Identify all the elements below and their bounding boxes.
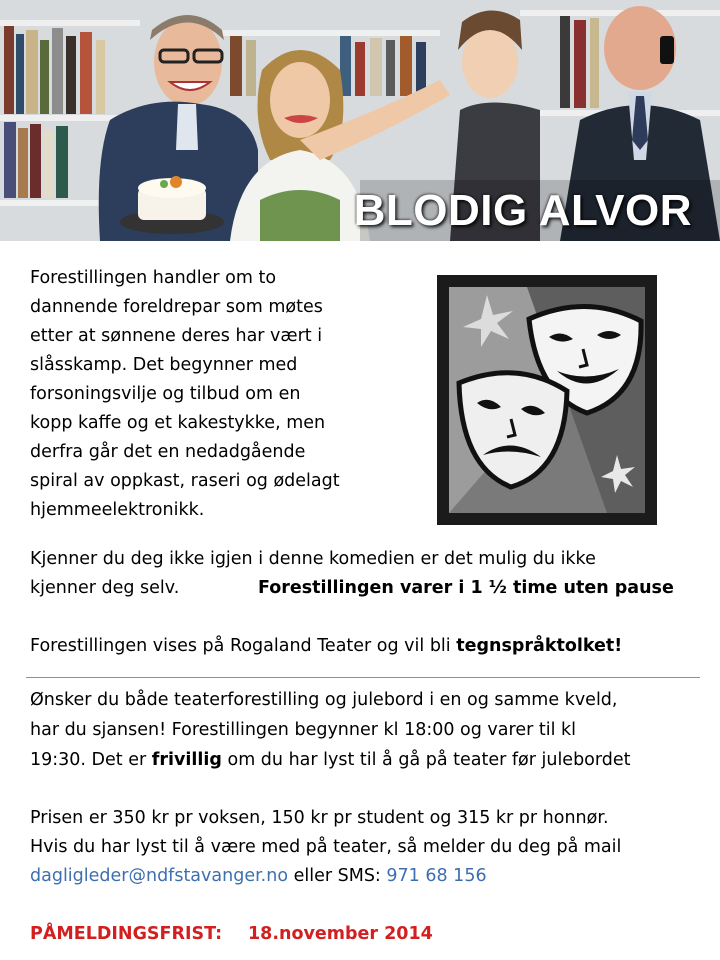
duration-text: Forestillingen varer i 1 ½ time uten pause [258, 578, 674, 598]
banner-photo [0, 0, 720, 241]
intro-line: dannende foreldrepar som møtes [30, 297, 323, 317]
intro-line: etter at sønnene deres har vært i [30, 326, 323, 346]
julebord-line-2: har du sjansen! Forestillingen begynner kl 18:00 og varer til kl [30, 720, 576, 740]
venue-line [30, 632, 622, 661]
julebord-text-b: om du har lyst til å gå på teater før julebordet [221, 750, 631, 770]
frivillig-text: frivillig [151, 750, 222, 770]
intro-line: forsoningsvilje og tilbud om en [30, 384, 301, 404]
sms-label: eller SMS: [288, 866, 387, 886]
pricing-line-1: Prisen er 350 kr pr voksen, 150 kr pr student og 315 kr pr honnør. [30, 808, 609, 828]
julebord-line-3 [30, 746, 631, 775]
julebord-line-1: Ønsker du både teaterforestilling og julebord i en og samme kveld, [30, 690, 618, 710]
divider [26, 677, 700, 678]
intro-line: spiral av oppkast, raseri og ødelagt [30, 471, 340, 491]
intro-line: Forestillingen handler om to [30, 268, 277, 288]
intro-line: kopp kaffe og et kakestykke, men [30, 413, 326, 433]
intro-line: hjemmeelektronikk. [30, 500, 205, 520]
theatre-masks-icon [437, 275, 657, 525]
intro-line: derfra går det en nedadgående [30, 442, 306, 462]
email-link[interactable]: dagligleder@ndfstavanger.no [30, 866, 289, 886]
recognize-line-1: Kjenner du deg ikke igjen i denne komedien er det mulig du ikke [30, 549, 596, 569]
intro-paragraph [30, 264, 340, 525]
pricing-line-2: Hvis du har lyst til å være med på teater, så melder du deg på mail [30, 837, 622, 857]
intro-line: slåsskamp. Det begynner med [30, 355, 298, 375]
venue-highlight: tegnspråktolket! [456, 636, 623, 656]
contact-line [30, 862, 487, 891]
recognize-line-2: kjenner deg selv. [30, 578, 180, 598]
deadline-label: PÅMELDINGSFRIST: [30, 924, 223, 944]
phone-number[interactable]: 971 68 156 [386, 866, 487, 886]
julebord-text-a: 19:30. Det er [30, 750, 152, 770]
banner-title: BLODIG ALVOR [353, 186, 692, 235]
deadline-date: 18.november 2014 [248, 924, 433, 944]
venue-text: Forestillingen vises på Rogaland Teater og vil bli [30, 636, 457, 656]
